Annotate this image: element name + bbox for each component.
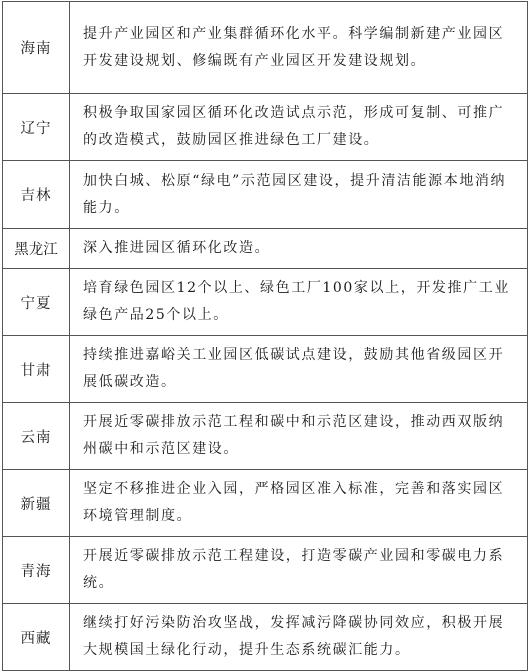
measure-cell: 开展近零碳排放示范工程和碳中和示范区建设，推动西双版纳州碳中和示范区建设。 <box>70 403 528 470</box>
table-row <box>3 537 528 604</box>
regional-measures-table <box>2 1 528 671</box>
region-cell: 海南 <box>3 2 70 94</box>
table-row <box>3 403 528 470</box>
region-cell: 宁夏 <box>3 269 70 336</box>
table-row <box>3 229 528 269</box>
table-row <box>3 269 528 336</box>
table-row <box>3 336 528 403</box>
region-cell: 新疆 <box>3 470 70 537</box>
table-body <box>3 2 528 671</box>
region-cell: 云南 <box>3 403 70 470</box>
measure-cell: 深入推进园区循环化改造。 <box>70 229 528 269</box>
table-row <box>3 470 528 537</box>
measure-cell: 继续打好污染防治攻坚战，发挥减污降碳协同效应，积极开展大规模国土绿化行动，提升生态系统碳汇能力。 <box>70 604 528 671</box>
measure-cell: 持续推进嘉峪关工业园区低碳试点建设，鼓励其他省级园区开展低碳改造。 <box>70 336 528 403</box>
table-row <box>3 604 528 671</box>
region-cell: 西藏 <box>3 604 70 671</box>
table-row <box>3 2 528 94</box>
measure-cell: 培育绿色园区12个以上、绿色工厂100家以上，开发推广工业绿色产品25个以上。 <box>70 269 528 336</box>
region-cell: 青海 <box>3 537 70 604</box>
measure-cell: 加快白城、松原“绿电”示范园区建设，提升清洁能源本地消纳能力。 <box>70 161 528 229</box>
region-cell: 甘肃 <box>3 336 70 403</box>
table-row <box>3 94 528 161</box>
measure-cell: 开展近零碳排放示范工程建设，打造零碳产业园和零碳电力系统。 <box>70 537 528 604</box>
measure-cell: 积极争取国家园区循环化改造试点示范，形成可复制、可推广的改造模式，鼓励园区推进绿色工厂建设。 <box>70 94 528 161</box>
region-cell: 黑龙江 <box>3 229 70 269</box>
measure-cell: 坚定不移推进企业入园，严格园区准入标准，完善和落实园区环境管理制度。 <box>70 470 528 537</box>
region-cell: 吉林 <box>3 161 70 229</box>
measure-cell: 提升产业园区和产业集群循环化水平。科学编制新建产业园区开发建设规划、修编既有产业园区开发建设规划。 <box>70 2 528 94</box>
table-row <box>3 161 528 229</box>
region-cell: 辽宁 <box>3 94 70 161</box>
